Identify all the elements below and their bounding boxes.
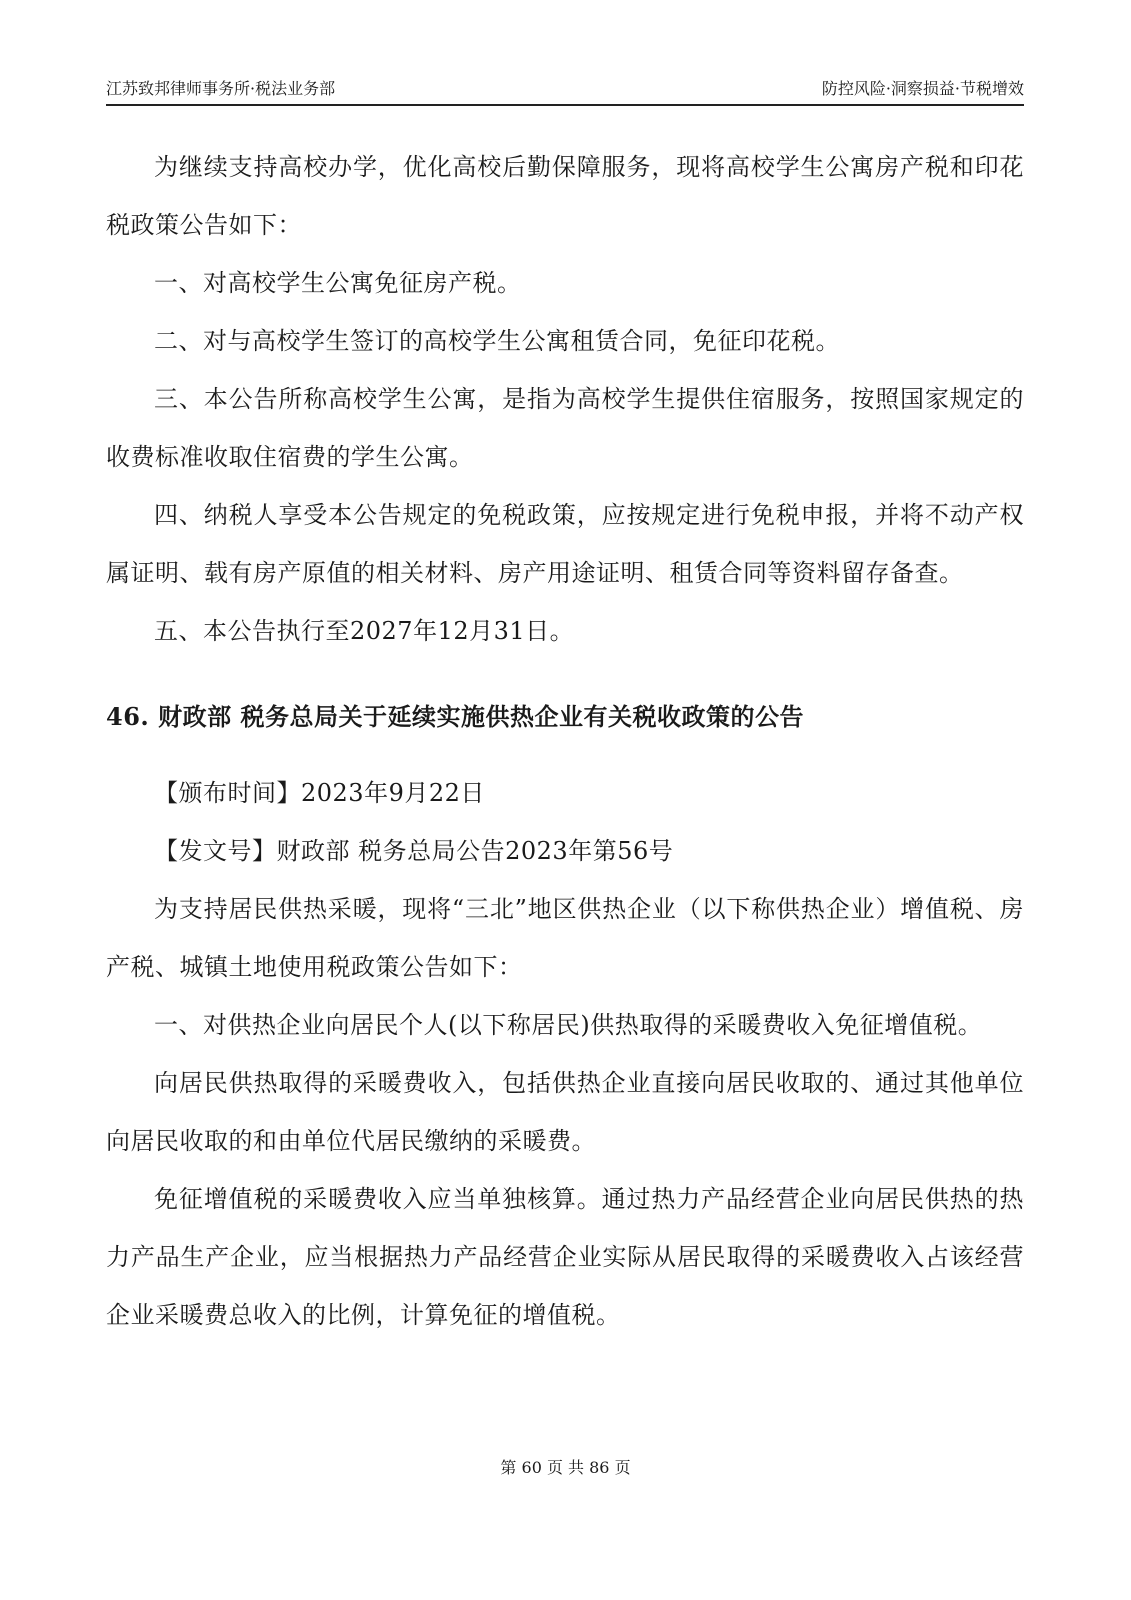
document-body	[106, 138, 1024, 1344]
section-heading: 46. 财政部 税务总局关于延续实施供热企业有关税收政策的公告	[106, 702, 804, 731]
paragraph-item-3: 三、本公告所称高校学生公寓，是指为高校学生提供住宿服务，按照国家规定的收费标准收取住宿费的学生公寓。	[106, 385, 1024, 471]
issue-date: 【颁布时间】2023年9月22日	[154, 779, 485, 807]
paragraph-item-4: 四、纳税人享受本公告规定的免税政策，应按规定进行免税申报，并将不动产权属证明、载有房产原值的相关材料、房产用途证明、租赁合同等资料留存备查。	[106, 501, 1024, 587]
paragraph-detail-1: 向居民供热取得的采暖费收入，包括供热企业直接向居民收取的、通过其他单位向居民收取的和由单位代居民缴纳的采暖费。	[106, 1069, 1024, 1155]
paragraph-item-1: 一、对高校学生公寓免征房产税。	[154, 269, 522, 297]
paragraph-intro-2: 为支持居民供热采暖，现将“三北”地区供热企业（以下称供热企业）增值税、房产税、城镇土地使用税政策公告如下：	[106, 895, 1024, 981]
paragraph-item-5: 五、本公告执行至2027年12月31日。	[154, 617, 575, 645]
paragraph-item-2: 二、对与高校学生签订的高校学生公寓租赁合同，免征印花税。	[154, 327, 840, 355]
header-firm-name: 江苏致邦律师事务所·税法业务部	[106, 79, 336, 98]
paragraph-detail-2: 免征增值税的采暖费收入应当单独核算。通过热力产品经营企业向居民供热的热力产品生产企业，应当根据热力产品经营企业实际从居民取得的采暖费收入占该经营企业采暖费总收入的比例，计算免征的增值税。	[106, 1185, 1024, 1329]
page-header	[106, 79, 1024, 103]
header-divider	[106, 104, 1024, 106]
paragraph-item-1b: 一、对供热企业向居民个人(以下称居民)供热取得的采暖费收入免征增值税。	[154, 1011, 983, 1039]
paragraph-intro: 为继续支持高校办学，优化高校后勤保障服务，现将高校学生公寓房产税和印花税政策公告如下：	[106, 153, 1024, 239]
header-slogan: 防控风险·洞察损益·节税增效	[821, 79, 1024, 98]
document-number: 【发文号】财政部 税务总局公告2023年第56号	[154, 837, 674, 865]
page-number: 第 60 页 共 86 页	[500, 1458, 631, 1477]
